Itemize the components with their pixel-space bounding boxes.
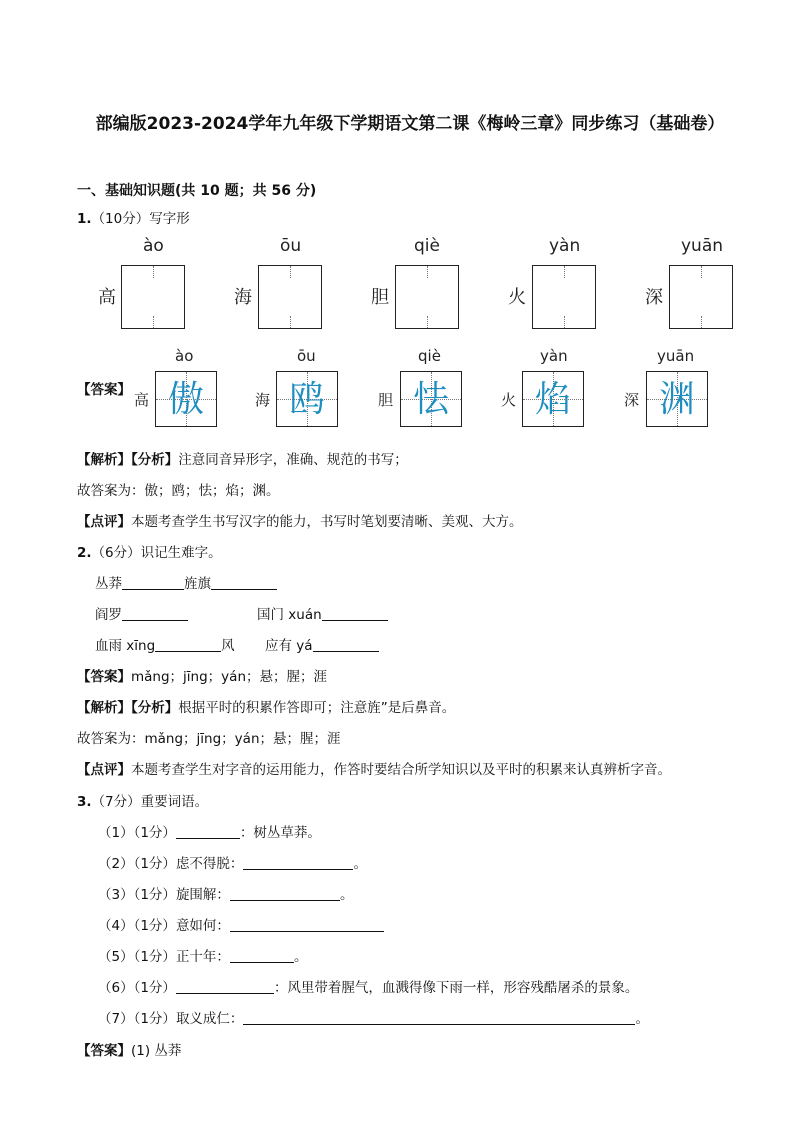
q2-row-3: 血雨 xīng 风 — [95, 638, 235, 654]
q2-row-1: 丛莽 旌旗 — [95, 572, 277, 592]
prefix-char: 深 — [645, 287, 663, 308]
analysis: 【解析】【分析】根据平时的积累作答即可；注意旌”是后鼻音。 — [77, 700, 456, 716]
pinyin: yàn — [540, 347, 568, 365]
question-3-header: 3.（7分）重要词语。 — [77, 794, 209, 810]
writing-box[interactable] — [258, 265, 322, 329]
section-heading: 一、基础知识题(共 10 题；共 56 分) — [77, 183, 317, 199]
prefix-char: 高 — [134, 391, 150, 409]
answer-blank[interactable] — [230, 948, 294, 963]
answer-blank[interactable] — [230, 917, 384, 932]
answer-box: 鸥 — [276, 371, 338, 427]
q3-item-2: （2）（1分）虑不得脱： 。 — [98, 856, 367, 872]
analysis: 【解析】【分析】注意同音异形字，准确、规范的书写； — [77, 452, 408, 468]
writing-box[interactable] — [395, 265, 459, 329]
writing-box[interactable] — [121, 265, 185, 329]
answer-blank[interactable] — [155, 637, 221, 652]
pinyin: ōu — [280, 236, 302, 256]
pinyin: ōu — [297, 347, 316, 365]
q3-item-4: （4）（1分）意如何： — [98, 914, 384, 934]
q2-row-2b: 国门 xuán — [257, 603, 388, 623]
answer: 【答案】mǎng；jīng；yán；悬；腥；涯 — [77, 669, 327, 685]
answer-box: 傲 — [155, 371, 217, 427]
prefix-char: 海 — [234, 287, 252, 308]
writing-box[interactable] — [532, 265, 596, 329]
conclusion: 故答案为：mǎng；jīng；yán；悬；腥；涯 — [77, 731, 341, 747]
answer-blank[interactable] — [313, 637, 379, 652]
pinyin: ào — [143, 236, 164, 256]
prefix-char: 深 — [624, 391, 640, 409]
answer-box: 焰 — [522, 371, 584, 427]
answer-blank[interactable] — [122, 575, 184, 590]
answer-blank[interactable] — [122, 606, 188, 621]
answer-blank[interactable] — [230, 886, 340, 901]
prefix-char: 火 — [508, 287, 526, 308]
q3-item-7: （7）（1分）取义成仁： 。 — [98, 1011, 649, 1027]
answer: 【答案】(1) 丛莽 — [77, 1043, 182, 1059]
q3-item-6: （6）（1分） ：风里带着腥气，血溅得像下雨一样，形容残酷屠杀的景象。 — [98, 980, 639, 996]
q3-item-3: （3）（1分）旋围解： 。 — [98, 887, 354, 903]
writing-box[interactable] — [669, 265, 733, 329]
pinyin: yàn — [549, 236, 581, 256]
pinyin: ào — [175, 347, 194, 365]
answer-blank[interactable] — [211, 575, 277, 590]
answer-blank[interactable] — [176, 979, 274, 994]
prefix-char: 胆 — [378, 391, 394, 409]
answer-blank[interactable] — [176, 824, 240, 839]
answer-label: 【答案】 — [77, 382, 131, 398]
pinyin: yuān — [657, 347, 695, 365]
conclusion: 故答案为：傲；鸥；怯；焰；渊。 — [77, 483, 280, 499]
prefix-char: 高 — [98, 287, 116, 308]
comment: 【点评】本题考查学生对字音的运用能力，作答时要结合所学知识以及平时的积累来认真辨析字音。 — [77, 762, 671, 778]
q3-item-5: （5）（1分）正十年： 。 — [98, 949, 308, 965]
prefix-char: 火 — [501, 391, 517, 409]
page-title: 部编版2023-2024学年九年级下学期语文第二课《梅岭三章》同步练习（基础卷） — [95, 114, 725, 134]
pinyin: qiè — [414, 236, 440, 256]
q2-row-3b: 应有 yá — [265, 634, 379, 654]
answer-blank[interactable] — [243, 855, 353, 870]
prefix-char: 海 — [255, 391, 271, 409]
answer-box: 怯 — [400, 371, 462, 427]
comment: 【点评】本题考查学生书写汉字的能力，书写时笔划要清晰、美观、大方。 — [77, 514, 523, 530]
question-2-header: 2.（6分）识记生难字。 — [77, 545, 222, 561]
answer-blank[interactable] — [322, 606, 388, 621]
answer-blank[interactable] — [243, 1010, 635, 1025]
pinyin: qiè — [418, 347, 441, 365]
pinyin: yuān — [681, 236, 724, 256]
question-1-header: 1.（10分）写字形 — [77, 211, 190, 227]
answer-box: 渊 — [646, 371, 708, 427]
q2-row-2: 阎罗 — [95, 603, 188, 623]
prefix-char: 胆 — [371, 287, 389, 308]
q3-item-1: （1）（1分） ：树丛草莽。 — [98, 825, 321, 841]
